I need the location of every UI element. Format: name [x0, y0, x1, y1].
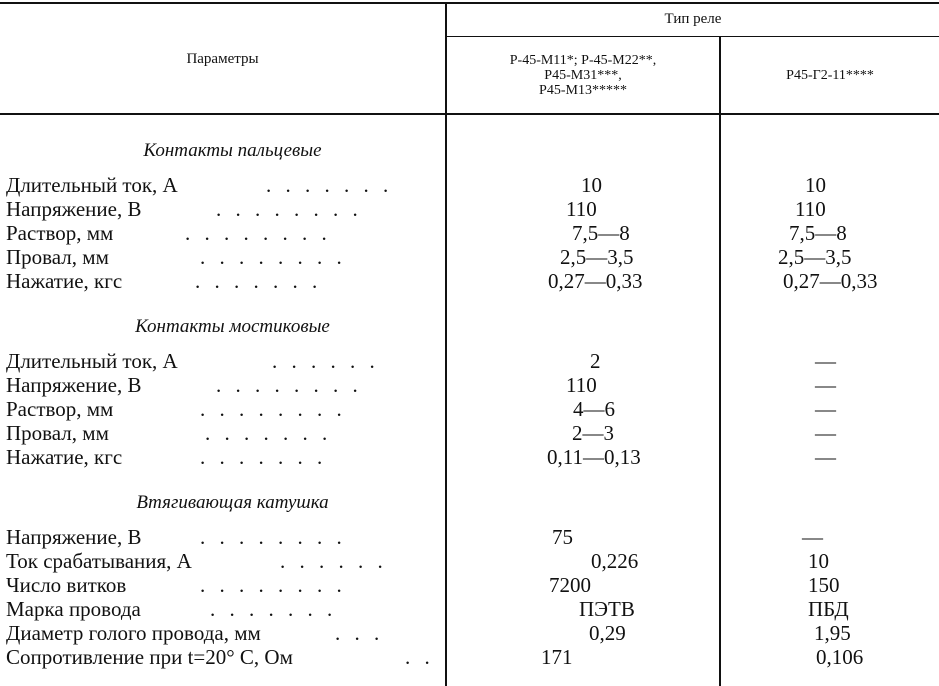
table-row — [0, 374, 939, 397]
value-col2: 10 — [808, 549, 829, 573]
row-label: Раствор, мм — [6, 221, 114, 245]
leader-dots: . . . . . . . . — [200, 525, 342, 549]
row-label: Длительный ток, А — [6, 349, 178, 373]
subheader-rule — [446, 36, 939, 37]
value-col1: 2,5—3,5 — [560, 245, 634, 269]
value-col1: 2—3 — [572, 421, 614, 445]
leader-dots: . . . . . . . . — [216, 373, 358, 397]
value-col2: 2,5—3,5 — [778, 245, 852, 269]
row-label: Сопротивление при t=20° С, Ом — [6, 645, 293, 669]
col1-header-line-3: Р45-М13***** — [539, 83, 627, 98]
value-col2: 1,95 — [814, 621, 851, 645]
row-label: Ток срабатывания, А — [6, 549, 192, 573]
row-label: Число витков — [6, 573, 127, 597]
leader-dots: . . . . . . . . — [200, 245, 342, 269]
row-label: Раствор, мм — [6, 397, 114, 421]
value-col2: ПБД — [808, 597, 849, 621]
row-label: Напряжение, В — [6, 525, 142, 549]
table-row — [0, 350, 939, 373]
col2-header: Р45-Г2-11**** — [786, 68, 874, 83]
leader-dots: . . . . . . . . — [200, 397, 342, 421]
value-col1: 75 — [552, 525, 573, 549]
leader-dots: . . . . . . . . — [216, 197, 358, 221]
row-label: Нажатие, кгс — [6, 445, 123, 469]
value-col2: — — [815, 421, 836, 445]
row-label: Напряжение, В — [6, 373, 142, 397]
params-header: Параметры — [186, 51, 259, 67]
table-row — [0, 222, 939, 245]
leader-dots: . . . . . . . . — [200, 573, 342, 597]
value-col2: 150 — [808, 573, 840, 597]
leader-dots: . . . . . . . — [195, 269, 318, 293]
table-row — [0, 526, 939, 549]
table-row — [0, 550, 939, 573]
leader-dots: . . . . . . — [272, 349, 375, 373]
table-row — [0, 398, 939, 421]
section-title: Контакты пальцевые — [143, 140, 322, 161]
table-row — [0, 174, 939, 197]
value-col1: 110 — [566, 373, 597, 397]
value-col2: 0,106 — [816, 645, 864, 669]
table-row — [0, 622, 939, 645]
value-col2: — — [815, 349, 836, 373]
value-col1: 7200 — [549, 573, 591, 597]
table-row — [0, 598, 939, 621]
value-col1: 7,5—8 — [572, 221, 630, 245]
leader-dots: . . . . . . . — [210, 597, 333, 621]
value-col1: 0,27—0,33 — [548, 269, 643, 293]
value-col2: 10 — [805, 173, 826, 197]
table-row — [0, 446, 939, 469]
value-col1: ПЭТВ — [579, 597, 635, 621]
col1-header-line-1: Р-45-М11*; Р-45-М22**, — [509, 53, 657, 68]
leader-dots: . . . . . . . — [200, 445, 323, 469]
leader-dots: . . . . . . . — [205, 421, 328, 445]
value-col2: — — [802, 525, 823, 549]
row-label: Провал, мм — [6, 421, 109, 445]
value-col2: — — [815, 397, 836, 421]
value-col2: 7,5—8 — [789, 221, 847, 245]
leader-dots: . . . . . . — [280, 549, 383, 573]
value-col2: — — [815, 445, 836, 469]
row-label: Диаметр голого провода, мм — [6, 621, 261, 645]
value-col1: 0,226 — [591, 549, 639, 573]
value-col1: 110 — [566, 197, 597, 221]
row-label: Напряжение, В — [6, 197, 142, 221]
row-label: Нажатие, кгс — [6, 269, 123, 293]
value-col1: 0,29 — [589, 621, 626, 645]
header-bottom-rule — [0, 113, 939, 115]
value-col1: 2 — [590, 349, 601, 373]
table-row — [0, 574, 939, 597]
value-col1: 0,11—0,13 — [547, 445, 641, 469]
value-col2: 0,27—0,33 — [783, 269, 878, 293]
leader-dots: . . . . . . . — [266, 173, 389, 197]
leader-dots: . . . — [335, 621, 380, 645]
value-col1: 10 — [581, 173, 602, 197]
table-row — [0, 270, 939, 293]
table-row — [0, 646, 939, 669]
section-title: Контакты мостиковые — [135, 316, 330, 337]
relay-type-header: Тип реле — [664, 11, 722, 27]
value-col2: — — [815, 373, 836, 397]
section-title: Втягивающая катушка — [136, 492, 329, 513]
table-row — [0, 246, 939, 269]
table-row — [0, 198, 939, 221]
value-col2: 110 — [795, 197, 826, 221]
leader-dots: . . . . . . . . — [185, 221, 327, 245]
row-label: Провал, мм — [6, 245, 109, 269]
value-col1: 171 — [541, 645, 573, 669]
row-label: Марка провода — [6, 597, 141, 621]
col1-header-line-2: Р45-М31***, — [544, 68, 622, 83]
top-rule — [0, 2, 939, 4]
row-label: Длительный ток, А — [6, 173, 178, 197]
leader-dots: . . — [405, 645, 430, 669]
table-row — [0, 422, 939, 445]
value-col1: 4—6 — [573, 397, 615, 421]
